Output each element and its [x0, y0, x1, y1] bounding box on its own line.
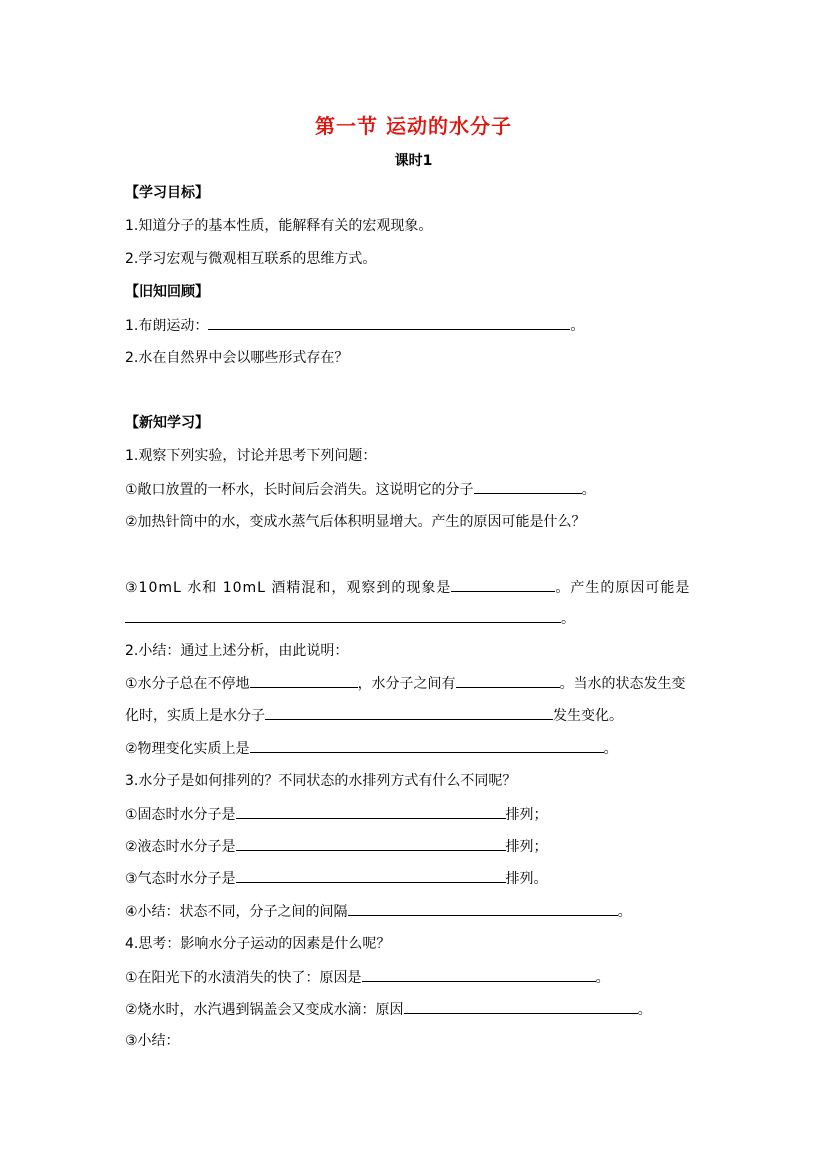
- thinking-2: [125, 999, 652, 1020]
- answer-blank[interactable]: [236, 836, 506, 851]
- experiment-1: [125, 479, 596, 500]
- thinking-1-end: 。: [595, 970, 610, 986]
- thinking-2-text: ②烧水时，水汽遇到锅盖会又变成水滴：原因: [125, 1002, 404, 1018]
- gas-state: [125, 868, 548, 889]
- review-q2: 2.水在自然界中会以哪些形式存在？: [125, 350, 349, 366]
- liquid-text: ②液态时水分子是: [125, 839, 236, 855]
- summary-1-cont: [125, 705, 623, 726]
- new-heading: 【新知学习】: [125, 415, 209, 431]
- answer-blank[interactable]: [474, 479, 582, 494]
- solid-end: 排列；: [505, 807, 548, 823]
- experiment-3-cont: [125, 608, 575, 629]
- answer-blank[interactable]: [348, 901, 618, 916]
- summary-1-e: 发生变化。: [553, 708, 623, 724]
- answer-blank[interactable]: [250, 738, 604, 753]
- answer-blank[interactable]: [404, 999, 638, 1014]
- summary-2-text: ②物理变化实质上是: [125, 741, 250, 757]
- summary-1-d: 化时，实质上是水分子: [125, 708, 265, 724]
- thinking-1-text: ①在阳光下的水渍消失的快了：原因是: [125, 970, 362, 986]
- answer-blank[interactable]: [236, 804, 506, 819]
- objectives-heading: 【学习目标】: [125, 185, 209, 201]
- experiment-3-mid: 。产生的原因可能是: [555, 580, 691, 596]
- thinking-3: ③小结：: [125, 1033, 180, 1049]
- thinking-2-end: 。: [637, 1002, 652, 1018]
- summary-2-end: 。: [603, 741, 618, 757]
- summary-1-c: 。当水的状态发生变: [559, 676, 686, 692]
- summary-1-a: ①水分子总在不停地: [125, 676, 250, 692]
- answer-blank[interactable]: [362, 967, 596, 982]
- state-summary-end: 。: [617, 904, 632, 920]
- summary-intro: 2.小结：通过上述分析，由此说明：: [125, 643, 349, 659]
- summary-2: [125, 738, 618, 759]
- state-summary-text: ④小结：状态不同，分子之间的间隔: [125, 904, 348, 920]
- answer-blank[interactable]: [236, 868, 506, 883]
- answer-blank[interactable]: [451, 577, 555, 592]
- state-summary: [125, 901, 632, 922]
- experiment-3-end: 。: [561, 611, 575, 627]
- question-4: 4.思考：影响水分子运动的因素是什么呢？: [125, 936, 391, 952]
- gas-end: 排列。: [505, 871, 548, 887]
- review-q1: [125, 315, 584, 336]
- review-heading: 【旧知回顾】: [125, 284, 209, 300]
- experiment-1-text: ①敞口放置的一杯水，长时间后会消失。这说明它的分子: [125, 482, 474, 498]
- new-intro: 1.观察下列实验，讨论并思考下列问题：: [125, 448, 377, 464]
- page-title: 第一节 运动的水分子: [315, 114, 512, 138]
- thinking-1: [125, 967, 610, 988]
- answer-blank[interactable]: [208, 315, 570, 330]
- question-3: 3.水分子是如何排列的？不同状态的水排列方式有什么不同呢？: [125, 773, 517, 789]
- solid-state: [125, 804, 548, 825]
- lesson-subtitle: 课时1: [394, 153, 433, 169]
- experiment-3: [125, 577, 690, 598]
- liquid-state: [125, 836, 548, 857]
- answer-blank[interactable]: [250, 673, 358, 688]
- review-q1-text: 1.布朗运动：: [125, 318, 209, 334]
- answer-blank[interactable]: [265, 705, 553, 720]
- review-q1-end: 。: [570, 318, 585, 334]
- objective-1: 1.知道分子的基本性质，能解释有关的宏观现象。: [125, 218, 433, 234]
- answer-blank[interactable]: [456, 673, 560, 688]
- liquid-end: 排列；: [505, 839, 548, 855]
- answer-blank[interactable]: [125, 608, 561, 623]
- summary-1-b: ，水分子之间有: [357, 676, 456, 692]
- gas-text: ③气态时水分子是: [125, 871, 236, 887]
- objective-2: 2.学习宏观与微观相互联系的思维方式。: [125, 251, 377, 267]
- experiment-3-text: ③10mL 水和 10mL 酒精混和，观察到的现象是: [125, 580, 452, 596]
- experiment-1-end: 。: [581, 482, 596, 498]
- experiment-2: ②加热针筒中的水，变成水蒸气后体积明显增大。产生的原因可能是什么？: [125, 514, 586, 530]
- summary-1: [125, 673, 686, 694]
- solid-text: ①固态时水分子是: [125, 807, 236, 823]
